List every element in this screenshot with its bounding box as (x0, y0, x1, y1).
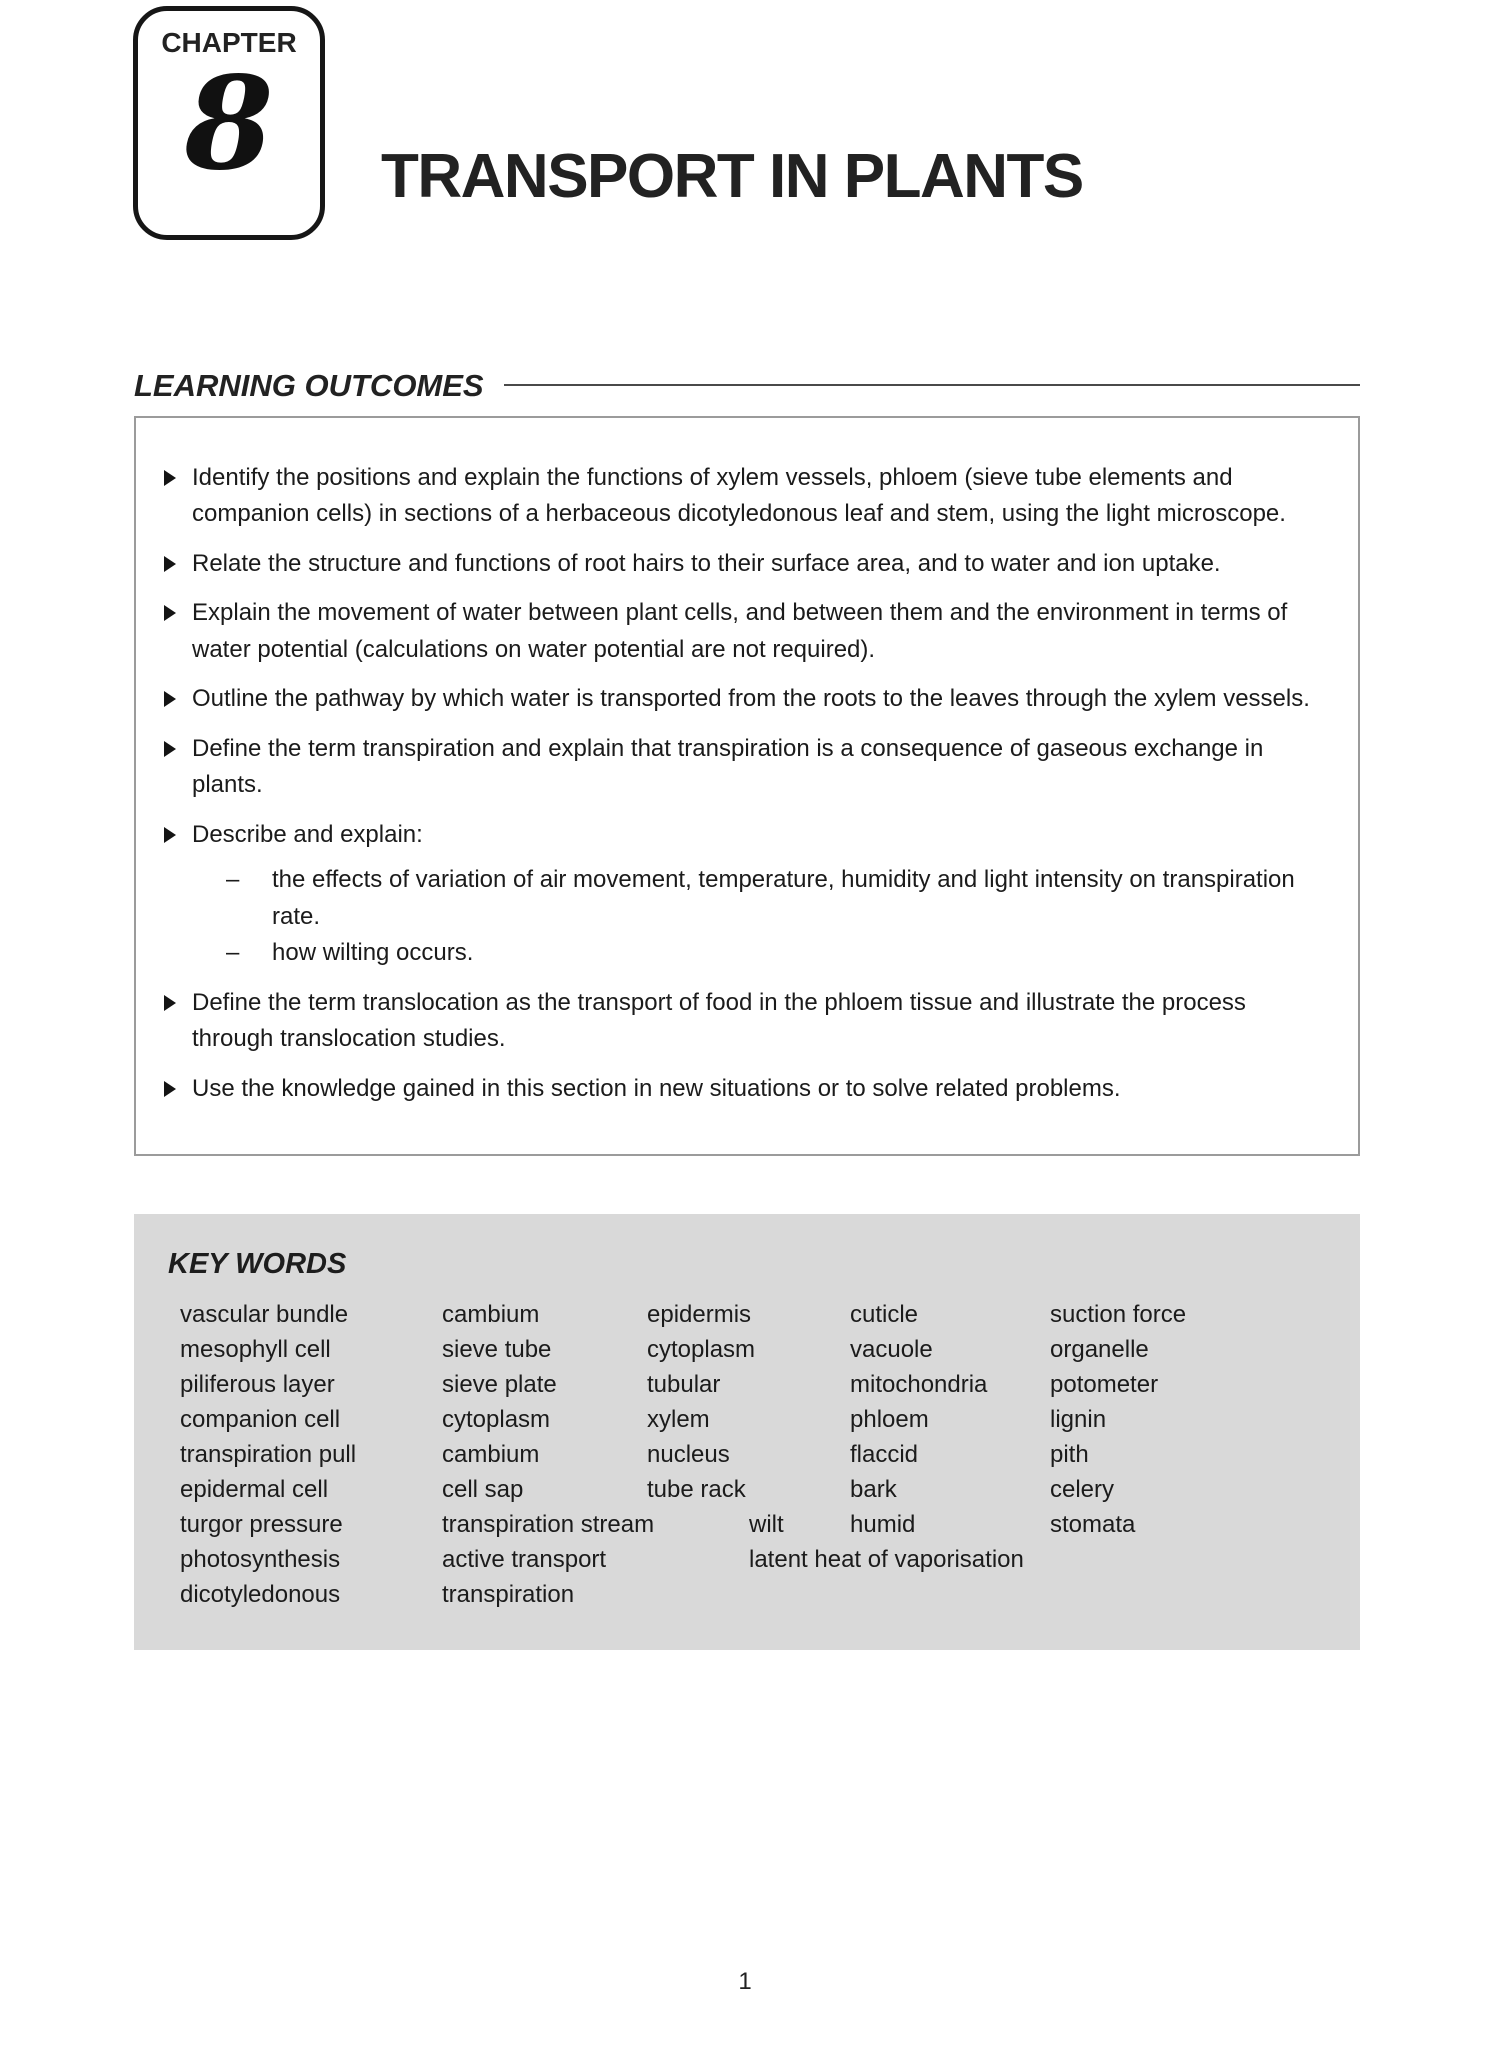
key-words-row (180, 1332, 1336, 1367)
key-word: vascular bundle (180, 1301, 349, 1329)
key-word: humid (850, 1511, 916, 1539)
key-word: active transport (442, 1546, 607, 1574)
learning-outcome-subitem (226, 935, 1314, 971)
key-words-heading: KEY WORDS (168, 1248, 347, 1281)
learning-outcomes-heading: LEARNING OUTCOMES (134, 368, 484, 403)
key-words-row (180, 1542, 1336, 1577)
page-number: 1 (738, 1968, 752, 1995)
triangle-bullet-icon (164, 691, 176, 707)
key-word: bark (850, 1476, 897, 1504)
key-word: cytoplasm (442, 1406, 551, 1434)
key-word: epidermis (647, 1301, 752, 1329)
learning-outcome-item (164, 595, 1314, 668)
key-word: cell sap (442, 1476, 524, 1504)
key-word: phloem (850, 1406, 929, 1434)
learning-outcome-item (164, 546, 1314, 582)
key-word: epidermal cell (180, 1476, 329, 1504)
key-word: stomata (1050, 1511, 1136, 1539)
chapter-number: 8 (184, 49, 274, 199)
key-word: photosynthesis (180, 1546, 341, 1574)
key-word: sieve tube (442, 1336, 552, 1364)
key-word: transpiration pull (180, 1441, 357, 1469)
key-word: piliferous layer (180, 1371, 335, 1399)
outcome-text: Define the term translocation as the transport of food in the phloem tissue and illustrate the process through translocation studies. (192, 988, 1246, 1053)
key-words-table (168, 1297, 1336, 1612)
key-word: dicotyledonous (180, 1581, 341, 1609)
key-words-row (180, 1577, 1336, 1612)
dash-bullet: – (226, 866, 240, 894)
learning-outcome-item (164, 1071, 1314, 1107)
key-word: pith (1050, 1441, 1089, 1469)
chapter-label: CHAPTER (161, 27, 297, 58)
learning-outcome-item (164, 817, 1314, 853)
key-words-row (180, 1297, 1336, 1332)
key-words-row (180, 1367, 1336, 1402)
key-word: companion cell (180, 1406, 341, 1434)
key-word: vacuole (850, 1336, 933, 1364)
key-word: lignin (1050, 1406, 1107, 1434)
heading-rule (504, 384, 1360, 386)
key-word: organelle (1050, 1336, 1149, 1364)
key-words-row (180, 1437, 1336, 1472)
key-words-box (134, 1214, 1360, 1650)
key-word: xylem (647, 1406, 710, 1434)
outcome-text: Use the knowledge gained in this section in new situations or to solve related problems. (192, 1074, 1121, 1102)
key-words-row (180, 1402, 1336, 1437)
key-word: tubular (647, 1371, 721, 1399)
key-word: sieve plate (442, 1371, 557, 1399)
key-word: potometer (1050, 1371, 1159, 1399)
key-word: cambium (442, 1301, 540, 1329)
learning-outcome-item (164, 460, 1314, 533)
outcome-text: Outline the pathway by which water is transported from the roots to the leaves through the xylem vessels. (192, 685, 1310, 713)
learning-outcomes-box (134, 416, 1360, 1156)
key-word: suction force (1050, 1301, 1187, 1329)
key-word: wilt (749, 1511, 784, 1539)
key-word: flaccid (850, 1441, 919, 1469)
subitem-text: the effects of variation of air movement, temperature, humidity and light intensity on transpiration rate. (272, 866, 1295, 930)
key-word: nucleus (647, 1441, 730, 1469)
dash-bullet: – (226, 939, 240, 967)
triangle-bullet-icon (164, 1081, 176, 1097)
learning-outcome-subitem (226, 862, 1314, 935)
key-word: tube rack (647, 1476, 746, 1504)
key-word: mesophyll cell (180, 1336, 331, 1364)
triangle-bullet-icon (164, 470, 176, 486)
chapter-badge (133, 6, 325, 240)
key-word: turgor pressure (180, 1511, 343, 1539)
triangle-bullet-icon (164, 605, 176, 621)
key-word: celery (1050, 1476, 1115, 1504)
key-word: cambium (442, 1441, 540, 1469)
key-words-row (180, 1472, 1336, 1507)
learning-outcome-item (164, 681, 1314, 717)
key-words-row (180, 1507, 1336, 1542)
outcome-text: Identify the positions and explain the functions of xylem vessels, phloem (sieve tube elements and companion cells) in sections of a herbaceous dicotyledonous leaf and stem, using the light microscope. (192, 464, 1286, 528)
outcome-text: Define the term transpiration and explain that transpiration is a consequence of gaseous exchange in plants. (192, 734, 1264, 799)
chapter-header (0, 0, 1490, 240)
page-title: TRANSPORT IN PLANTS (381, 142, 1083, 211)
key-word: cuticle (850, 1301, 919, 1329)
key-word: transpiration (442, 1581, 575, 1609)
learning-outcome-item (164, 985, 1314, 1058)
key-word: transpiration stream (442, 1511, 655, 1539)
key-word: mitochondria (850, 1371, 988, 1399)
subitem-text: how wilting occurs. (272, 939, 474, 967)
outcome-text: Relate the structure and functions of root hairs to their surface area, and to water and ion uptake. (192, 549, 1221, 577)
outcome-text: Describe and explain: (192, 820, 423, 848)
learning-outcome-item (164, 731, 1314, 804)
triangle-bullet-icon (164, 827, 176, 843)
triangle-bullet-icon (164, 556, 176, 572)
learning-outcomes-header (134, 368, 1360, 404)
key-word: latent heat of vaporisation (749, 1546, 1024, 1574)
learning-outcome-sublist (226, 862, 1314, 971)
outcome-text: Explain the movement of water between plant cells, and between them and the environment in terms of water potential (calculations on water potential are not required). (192, 599, 1288, 663)
triangle-bullet-icon (164, 741, 176, 757)
key-word: cytoplasm (647, 1336, 756, 1364)
triangle-bullet-icon (164, 995, 176, 1011)
